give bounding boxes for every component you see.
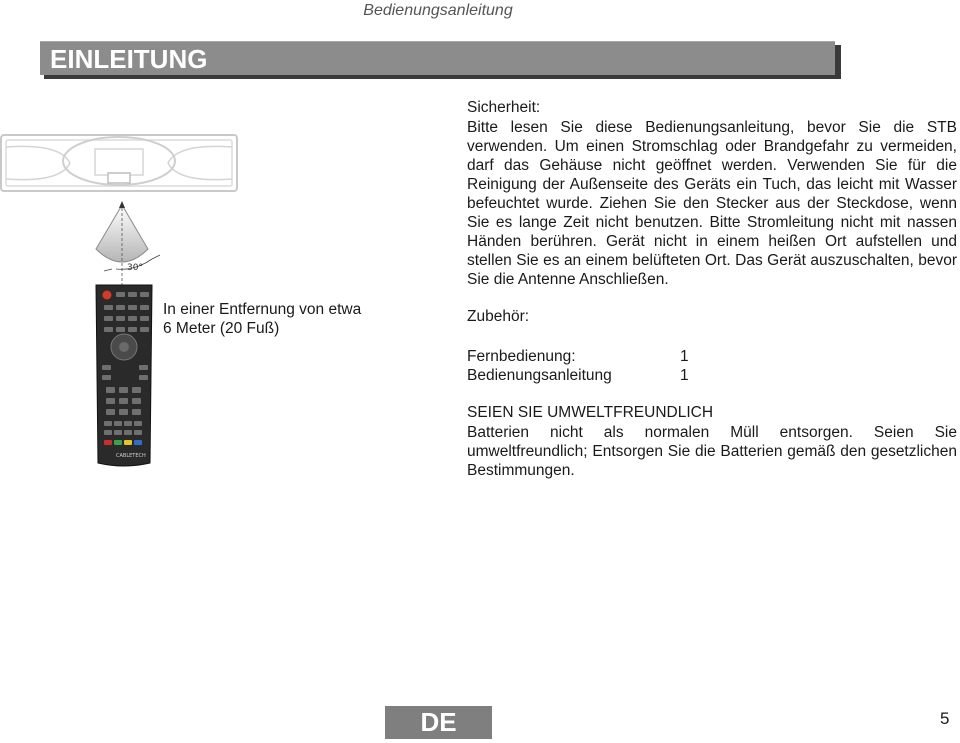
running-header: Bedienungsanleitung <box>363 2 513 19</box>
distance-caption <box>163 300 383 338</box>
section-banner: EINLEITUNG <box>40 41 835 75</box>
safety-body: Bitte lesen Sie diese Bedienungsanleitung, bevor Sie die STB verwenden. Um einen Stromschlag oder Brandgefahr zu vermeiden, darf das Gehäuse nicht geöffnet werden. Verwenden Sie für die Reinigung der Außenseite des Geräts ein Tuch, das leicht mit Wasser befeuchtet wurde. Ziehen Sie den Stecker aus der Steckdose, wenn Sie es lange Zeit nicht benutzen. Bitte Stromleitung nicht mit nassen Händen berühren. Gerät nicht in einem heißen Ort aufstellen und stellen Sie es an einem belüfteten Ort. Das Gerät auszuschalten, bevor Sie die Antenne Anschließen. <box>467 119 957 288</box>
page-number: 5 <box>940 709 950 728</box>
safety-heading: Sicherheit: <box>467 99 541 116</box>
set-top-box-drawing <box>1 135 237 191</box>
language-badge: DE <box>385 706 492 739</box>
caption-line: 6 Meter (20 Fuß) <box>163 320 280 337</box>
accessory-label: Bedienungsanleitung <box>467 367 612 384</box>
accessory-quantity: 1 <box>680 367 689 384</box>
eco-heading: SEIEN SIE UMWELTFREUNDLICH <box>467 404 714 421</box>
power-button-icon <box>103 291 112 300</box>
remote-brand-label: CABLETECH <box>116 453 146 459</box>
ok-button <box>119 342 129 352</box>
caption-line: In einer Entfernung von etwa <box>163 301 362 318</box>
eco-body: Batterien nicht als normalen Müll entsorgen. Seien Sie umweltfreundlich; Entsorgen Sie die Batterien gemäß den gesetzlichen Bestimmungen. <box>467 424 957 479</box>
angle-label: 30° <box>127 263 143 273</box>
remote-usage-illustration <box>0 125 240 470</box>
remote-control-drawing <box>96 285 152 466</box>
accessories-heading: Zubehör: <box>467 308 530 325</box>
signal-cone <box>96 201 160 287</box>
accessory-row <box>467 347 707 366</box>
accessory-row <box>467 366 707 385</box>
accessory-label: Fernbedienung: <box>467 348 576 365</box>
accessory-quantity: 1 <box>680 348 689 365</box>
